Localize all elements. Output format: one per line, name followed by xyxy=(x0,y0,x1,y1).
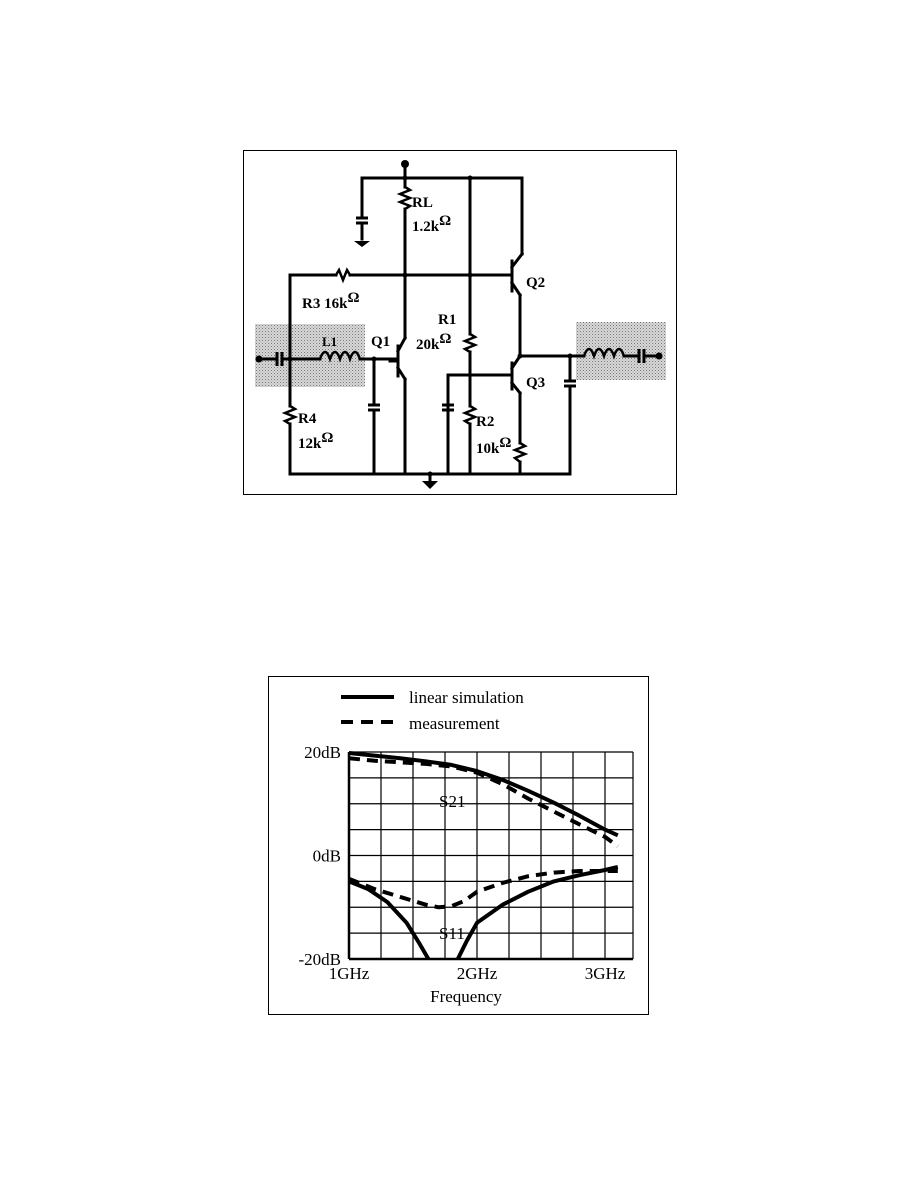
x-tick-label: 2GHz xyxy=(456,964,498,983)
r4-value: 12kΩ xyxy=(298,430,334,452)
annotation-s21: S21 xyxy=(439,792,466,811)
legend-dashed-label: measurement xyxy=(409,714,500,733)
x-tick-label: 3GHz xyxy=(584,964,626,983)
chart-grid xyxy=(349,752,633,959)
y-tick-label: 0dB xyxy=(312,846,341,866)
r3-label: R3 16kΩ xyxy=(302,290,360,312)
y-tick-label: -20dB xyxy=(298,950,341,969)
r1-label: R1 xyxy=(438,312,457,328)
x-axis-label: Frequency xyxy=(430,987,502,1006)
y-tick-labels xyxy=(299,743,342,969)
x-tick-label: 1GHz xyxy=(328,964,370,983)
chart-annotations xyxy=(439,792,465,943)
capacitor-q1-base xyxy=(368,359,380,474)
circuit-diagram xyxy=(243,150,677,495)
legend-solid-label: linear simulation xyxy=(409,688,524,707)
chart-canvas xyxy=(269,677,650,1016)
transistor-q2 xyxy=(506,254,522,356)
r2-label: R2 xyxy=(476,414,495,430)
decoupling-capacitor xyxy=(354,178,370,247)
resistor-r1 xyxy=(465,178,475,406)
q2-label: Q2 xyxy=(526,275,546,291)
resistor-rl xyxy=(400,178,410,276)
rl-value: 1.2kΩ xyxy=(412,213,452,235)
ground-rail xyxy=(290,472,570,490)
series-line-linear-simulation-3 xyxy=(458,867,618,959)
l1-label: L1 xyxy=(322,334,338,349)
chart-legend xyxy=(341,688,524,733)
r1-value: 20kΩ xyxy=(416,331,452,353)
s-parameter-chart xyxy=(268,676,649,1015)
r4-label: R4 xyxy=(298,411,317,427)
supply-rail xyxy=(362,160,522,254)
annotation-s11: S11 xyxy=(439,924,465,943)
resistor-r2 xyxy=(465,406,475,474)
transistor-q1 xyxy=(374,276,405,474)
y-tick-label: 20dB xyxy=(304,743,341,762)
q3-label: Q3 xyxy=(526,375,546,391)
x-tick-labels xyxy=(329,964,626,983)
r2-value: 10kΩ xyxy=(476,435,512,457)
q1-label: Q1 xyxy=(371,334,391,350)
rl-label: RL xyxy=(412,195,433,211)
circuit-schematic xyxy=(244,151,678,496)
